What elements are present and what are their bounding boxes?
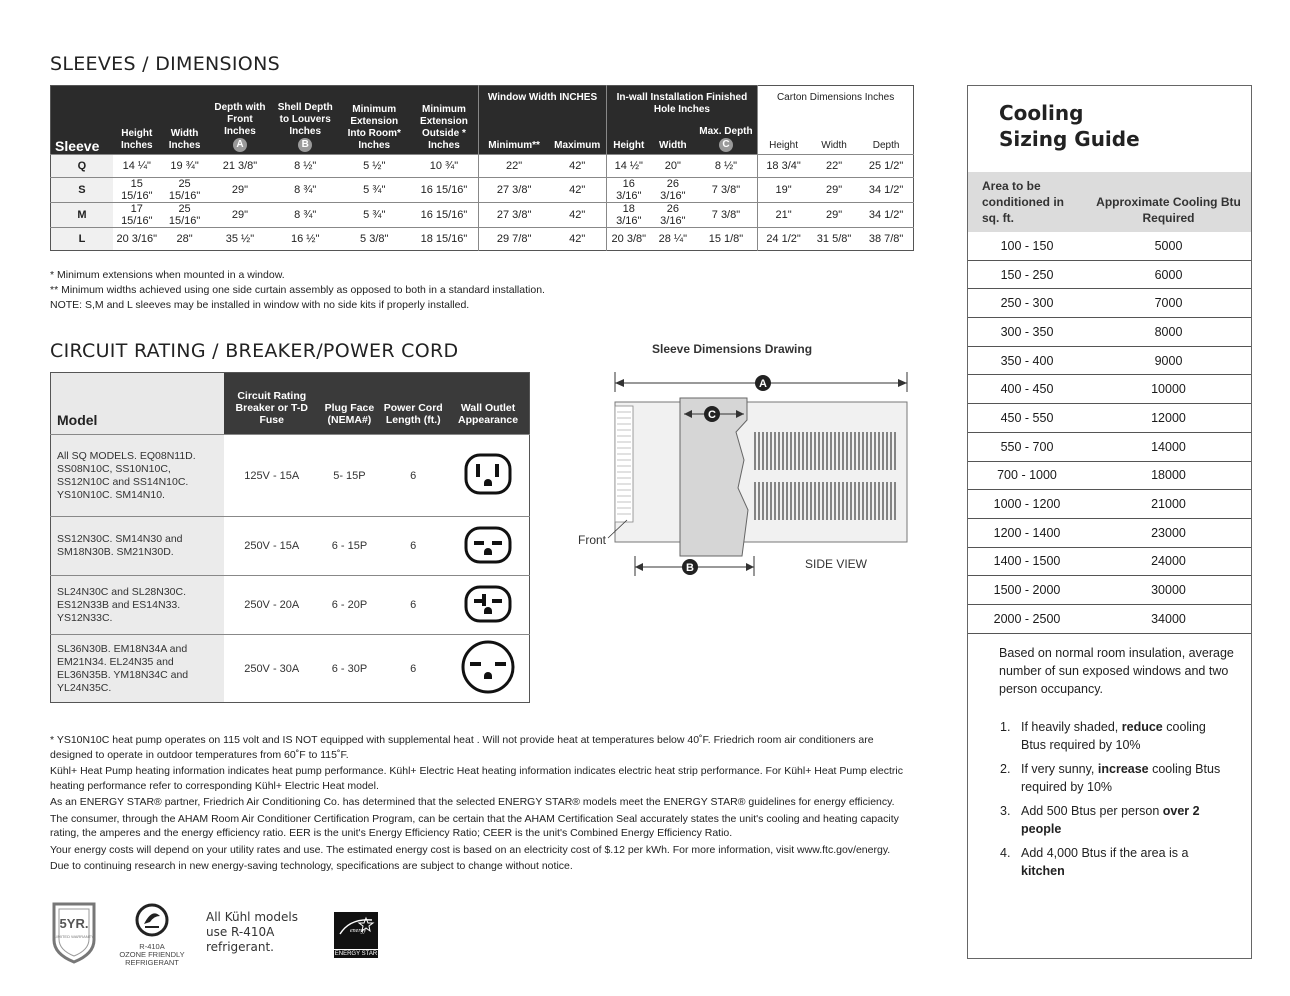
- btu-cell: 6000: [1086, 260, 1251, 289]
- cell: 28": [161, 227, 209, 250]
- th-shell-depth: [271, 86, 339, 155]
- footnote: Kühl+ Heat Pump heating information indicates heat pump performance. Kühl+ Electric Heat heating information indicates electric heat strip performance. For Kühl+ Heat Pump electric heating performance refer to corresponding Kühl+ Electric Heat model.: [50, 765, 903, 792]
- cell: 42": [549, 154, 606, 177]
- sleeve-row-q: [51, 154, 914, 177]
- cell: 31 5/8": [809, 227, 859, 250]
- th-carton-h: Height: [758, 124, 809, 155]
- th-depth-front-label: Depth with Front Inches: [214, 101, 266, 137]
- cell: 8 ¾": [271, 202, 339, 227]
- cell: 20 3/8": [606, 227, 651, 250]
- cooling-row: [968, 404, 1251, 433]
- tip-pre: If very sunny,: [1021, 762, 1098, 776]
- cell: 21 3/8": [208, 154, 271, 177]
- r410a-line1: R-410A: [139, 942, 165, 951]
- label-a: A: [759, 378, 767, 390]
- area-cell: 1500 - 2000: [968, 576, 1086, 605]
- cell: 16 ½": [271, 227, 339, 250]
- rating-cell: 250V - 30A: [224, 635, 320, 703]
- cell: L: [51, 227, 113, 250]
- th-ww-max: Maximum: [549, 124, 606, 155]
- cell: M: [51, 202, 113, 227]
- outlet-6-15-icon: [463, 525, 513, 565]
- cell: 14 ¼": [113, 154, 161, 177]
- cell: 38 7/8": [859, 227, 913, 250]
- btu-cell: 8000: [1086, 318, 1251, 347]
- btu-cell: 34000: [1086, 604, 1251, 633]
- th-min-ext-room: Minimum Extension Into Room* Inches: [339, 86, 410, 155]
- cell: 5 ½": [339, 154, 410, 177]
- cell: 16 3/16": [606, 177, 651, 202]
- th-rating: Circuit Rating Breaker or T-D Fuse: [224, 373, 320, 435]
- sleeves-title: SLEEVES / DIMENSIONS: [50, 53, 280, 75]
- tip-bold: over 2 people: [1021, 804, 1200, 836]
- th-min-ext-out: Minimum Extension Outside * Inches: [410, 86, 479, 155]
- badge-c: C: [719, 138, 733, 152]
- sleeves-dimensions-table: [50, 85, 914, 251]
- area-cell: 100 - 150: [968, 232, 1086, 260]
- cell: 24 1/2": [758, 227, 809, 250]
- outlet-6-20-icon: [463, 584, 513, 624]
- cell: 8 ½": [695, 154, 758, 177]
- cell: 27 3/8": [479, 177, 549, 202]
- area-cell: 2000 - 2500: [968, 604, 1086, 633]
- circuit-row: [51, 517, 530, 576]
- th-area: Area to be conditioned in sq. ft.: [968, 172, 1086, 232]
- th-outlet: Wall Outlet Appearance: [447, 373, 529, 435]
- plug-cell: 6 - 20P: [319, 576, 379, 635]
- cell: S: [51, 177, 113, 202]
- footnote: * YS10N10C heat pump operates on 115 volt and IS NOT equipped with supplemental heat . Will not provide heat at temperatures below 40˚F. Friedrich room air conditioners are designed to operate in outdoor temperatures from 60˚F to 115˚F.: [50, 734, 874, 761]
- tip-pre: If heavily shaded,: [1021, 720, 1122, 734]
- drawing-title: Sleeve Dimensions Drawing: [652, 342, 813, 356]
- footnote: Due to continuing research in new energy-saving technology, specifications are subject to change without notice.: [50, 860, 573, 872]
- cell: 26 3/16": [651, 202, 695, 227]
- outlet-6-30-icon: [460, 639, 516, 695]
- cell: 22": [479, 154, 549, 177]
- circuit-title: CIRCUIT RATING / BREAKER/POWER CORD: [50, 340, 459, 362]
- cell: 8 ¾": [271, 177, 339, 202]
- rating-cell: 250V - 20A: [224, 576, 320, 635]
- btu-cell: 10000: [1086, 375, 1251, 404]
- outlet-5-15-icon: [463, 452, 513, 496]
- label-b: B: [686, 562, 694, 574]
- note-line: * Minimum extensions when mounted in a window.: [50, 269, 285, 281]
- cell: 14 ½": [606, 154, 651, 177]
- cell: 25 1/2": [859, 154, 913, 177]
- btu-cell: 18000: [1086, 461, 1251, 490]
- cell: 16 15/16": [410, 177, 479, 202]
- plug-cell: 5- 15P: [319, 435, 379, 517]
- th-depth-front: [208, 86, 271, 155]
- energy-star-text: ENERGY STAR: [334, 951, 378, 957]
- svg-text:energy: energy: [350, 928, 367, 934]
- circuit-row: [51, 576, 530, 635]
- tip-text: [1021, 760, 1231, 796]
- cooling-row: [968, 375, 1251, 404]
- tip-num: 4.: [1000, 846, 1011, 860]
- th-inwall-w: Width: [651, 124, 695, 155]
- cooling-sizing-guide: [967, 85, 1252, 959]
- th-cord: Power Cord Length (ft.): [379, 373, 447, 435]
- th-carton: Carton Dimensions Inches: [758, 86, 914, 124]
- circuit-row: [51, 435, 530, 517]
- cell: 34 1/2": [859, 202, 913, 227]
- outlet-cell: [447, 435, 529, 517]
- footnotes: [50, 733, 912, 874]
- area-cell: 350 - 400: [968, 346, 1086, 375]
- model-cell: SS12N30C. SM14N30 and SM18N30B. SM21N30D.: [51, 517, 224, 576]
- cooling-row: [968, 346, 1251, 375]
- cell: 26 3/16": [651, 177, 695, 202]
- cell: 5 ¾": [339, 202, 410, 227]
- th-inwall-h: Height: [606, 124, 651, 155]
- th-ww-min: Minimum**: [479, 124, 549, 155]
- cell: 15 15/16": [113, 177, 161, 202]
- tip-pre: Add 4,000 Btus if the area is a: [1021, 846, 1189, 860]
- cooling-row: [968, 260, 1251, 289]
- cell: 7 3/8": [695, 202, 758, 227]
- tip-text: [1021, 802, 1231, 838]
- cell: 27 3/8": [479, 202, 549, 227]
- area-cell: 1400 - 1500: [968, 547, 1086, 576]
- area-cell: 300 - 350: [968, 318, 1086, 347]
- cell: 19 ¾": [161, 154, 209, 177]
- warranty-big-text: 5YR.: [59, 916, 89, 931]
- th-inwall-d-label: Max. Depth: [699, 125, 753, 137]
- btu-cell: 7000: [1086, 289, 1251, 318]
- footnote: As an ENERGY STAR® partner, Friedrich Air Conditioning Co. has determined that the selected ENERGY STAR® models meet the ENERGY STAR® guidelines for energy efficiency.: [50, 796, 895, 808]
- r410a-line3: REFRIGERANT: [125, 958, 179, 967]
- cooling-row: [968, 232, 1251, 260]
- th-carton-w: Width: [809, 124, 859, 155]
- th-shell-depth-label: Shell Depth to Louvers Inches: [277, 101, 333, 137]
- plug-cell: 6 - 30P: [319, 635, 379, 703]
- tip-num: 2.: [1000, 762, 1011, 776]
- cooling-row: [968, 518, 1251, 547]
- note-line: NOTE: S,M and L sleeves may be installed in window with no side kits if properly installed.: [50, 299, 470, 311]
- cell: 18 3/16": [606, 202, 651, 227]
- cooling-title-line2: Sizing Guide: [999, 127, 1140, 151]
- area-cell: 450 - 550: [968, 404, 1086, 433]
- tip-post: cooling Btus required by 10%: [1021, 720, 1206, 752]
- cooling-title-line1: Cooling: [999, 101, 1084, 125]
- cooling-basis: Based on normal room insulation, average number of sun exposed windows and two person occupancy.: [999, 646, 1234, 696]
- cooling-row: [968, 547, 1251, 576]
- model-cell: SL36N30B. EM18N34A and EM21N34. EL24N35 and EL36N35B. YM18N34C and YL24N35C.: [51, 635, 224, 703]
- area-cell: 700 - 1000: [968, 461, 1086, 490]
- cell: 20 3/16": [113, 227, 161, 250]
- note-line: ** Minimum widths achieved using one side curtain assembly as opposed to both in a standard installation.: [50, 284, 545, 296]
- cell: 18 3/4": [758, 154, 809, 177]
- btu-cell: 9000: [1086, 346, 1251, 375]
- cell: 10 ¾": [410, 154, 479, 177]
- btu-cell: 24000: [1086, 547, 1251, 576]
- area-cell: 1200 - 1400: [968, 518, 1086, 547]
- btu-cell: 21000: [1086, 490, 1251, 519]
- sleeve-row-m: [51, 202, 914, 227]
- cooling-table: [968, 172, 1251, 634]
- cooling-row: [968, 432, 1251, 461]
- cooling-row: [968, 461, 1251, 490]
- kuhl-refrigerant-text: All Kühl models use R-410A refrigerant.: [206, 910, 298, 954]
- cord-cell: 6: [379, 635, 447, 703]
- cell: 16 15/16": [410, 202, 479, 227]
- front-label: Front: [578, 533, 607, 547]
- cell: 42": [549, 227, 606, 250]
- sleeve-notes: [50, 268, 750, 313]
- cell: 15 1/8": [695, 227, 758, 250]
- energy-star-icon: [336, 912, 376, 944]
- cell: 8 ½": [271, 154, 339, 177]
- th-btu: Approximate Cooling Btu Required: [1086, 172, 1251, 232]
- th-model: Model: [51, 373, 224, 435]
- model-cell: All SQ MODELS. EQ08N11D. SS08N10C, SS10N10C, SS12N10C and SS14N10C. YS10N10C. SM14N10.: [51, 435, 224, 517]
- area-cell: 150 - 250: [968, 260, 1086, 289]
- sleeve-row-s: [51, 177, 914, 202]
- cell: 42": [549, 202, 606, 227]
- cell: 7 3/8": [695, 177, 758, 202]
- area-cell: 400 - 450: [968, 375, 1086, 404]
- tip-bold: increase: [1097, 762, 1149, 776]
- cell: 29 7/8": [479, 227, 549, 250]
- cell: 34 1/2": [859, 177, 913, 202]
- r410a-logo: [112, 902, 192, 967]
- tip-text: [1021, 844, 1231, 880]
- area-cell: 550 - 700: [968, 432, 1086, 461]
- footnote: The consumer, through the AHAM Room Air Conditioner Certification Program, can be certain that the AHAM Certification Seal accurately states the unit's cooling and heating capacity rating, the amperes and the energy efficiency ratio. EER is the unit's Energy Efficiency Ratio; CEER is the unit's Combined Energy Efficiency Ratio.: [50, 812, 899, 839]
- btu-cell: 30000: [1086, 576, 1251, 605]
- cooling-row: [968, 490, 1251, 519]
- model-cell: SL24N30C and SL28N30C. ES12N33B and ES14N33. YS12N33C.: [51, 576, 224, 635]
- ozone-friendly-icon: [134, 902, 170, 938]
- cell: 35 ½": [208, 227, 271, 250]
- tip-pre: Add 500 Btus per person: [1021, 804, 1163, 818]
- footnote: Your energy costs will depend on your utility rates and use. The estimated energy cost is based on an electricity cost of $.12 per kWh. For more information, visit www.ftc.gov/energy.: [50, 843, 891, 856]
- cooling-row: [968, 318, 1251, 347]
- btu-cell: 14000: [1086, 432, 1251, 461]
- warranty-small-text: LIMITED WARRANTY: [54, 934, 94, 939]
- sleeve-side-view-drawing: [572, 360, 917, 590]
- cell: 17 15/16": [113, 202, 161, 227]
- th-plug: Plug Face (NEMA#): [319, 373, 379, 435]
- cord-cell: 6: [379, 576, 447, 635]
- th-inwall-d: [695, 124, 758, 155]
- side-view-label: SIDE VIEW: [805, 557, 868, 571]
- th-carton-d: Depth: [859, 124, 913, 155]
- warranty-shield-icon: [50, 900, 98, 964]
- cell: 29": [208, 202, 271, 227]
- th-window-width: Window Width INCHES: [479, 86, 606, 124]
- outlet-cell: [447, 635, 529, 703]
- cell: 28 ¼": [651, 227, 695, 250]
- cooling-title: [999, 100, 1140, 152]
- th-inwall: In-wall Installation Finished Hole Inches: [606, 86, 758, 124]
- cell: 25 15/16": [161, 177, 209, 202]
- r410a-line2: OZONE FRIENDLY: [119, 950, 185, 959]
- tip-text: [1021, 718, 1231, 754]
- outlet-cell: [447, 517, 529, 576]
- cell: 29": [809, 202, 859, 227]
- energy-star-logo: [334, 912, 378, 956]
- tip-bold: kitchen: [1021, 864, 1065, 878]
- cell: 5 ¾": [339, 177, 410, 202]
- cell: 29": [809, 177, 859, 202]
- cooling-row: [968, 289, 1251, 318]
- cord-cell: 6: [379, 517, 447, 576]
- cell: 21": [758, 202, 809, 227]
- circuit-table: [50, 372, 530, 703]
- tip-post: cooling Btus required by 10%: [1021, 762, 1221, 794]
- badge-b: B: [298, 138, 312, 152]
- cell: 5 3/8": [339, 227, 410, 250]
- cell: Q: [51, 154, 113, 177]
- tip-bold: reduce: [1121, 720, 1163, 734]
- cell: 29": [208, 177, 271, 202]
- btu-cell: 23000: [1086, 518, 1251, 547]
- cell: 20": [651, 154, 695, 177]
- outlet-cell: [447, 576, 529, 635]
- cooling-row: [968, 604, 1251, 633]
- label-c: C: [708, 409, 716, 421]
- cooling-row: [968, 576, 1251, 605]
- th-height: Height Inches: [113, 86, 161, 155]
- btu-cell: 12000: [1086, 404, 1251, 433]
- tip-num: 1.: [1000, 720, 1011, 734]
- circuit-row: [51, 635, 530, 703]
- th-width: Width Inches: [161, 86, 209, 155]
- cell: 25 15/16": [161, 202, 209, 227]
- cell: 22": [809, 154, 859, 177]
- rating-cell: 125V - 15A: [224, 435, 320, 517]
- area-cell: 1000 - 1200: [968, 490, 1086, 519]
- btu-cell: 5000: [1086, 232, 1251, 260]
- cell: 42": [549, 177, 606, 202]
- badge-a: A: [233, 138, 247, 152]
- rating-cell: 250V - 15A: [224, 517, 320, 576]
- cell: 18 15/16": [410, 227, 479, 250]
- th-sleeve: Sleeve: [51, 86, 113, 155]
- tip-num: 3.: [1000, 804, 1011, 818]
- plug-cell: 6 - 15P: [319, 517, 379, 576]
- cord-cell: 6: [379, 435, 447, 517]
- area-cell: 250 - 300: [968, 289, 1086, 318]
- sleeve-row-l: [51, 227, 914, 250]
- cell: 19": [758, 177, 809, 202]
